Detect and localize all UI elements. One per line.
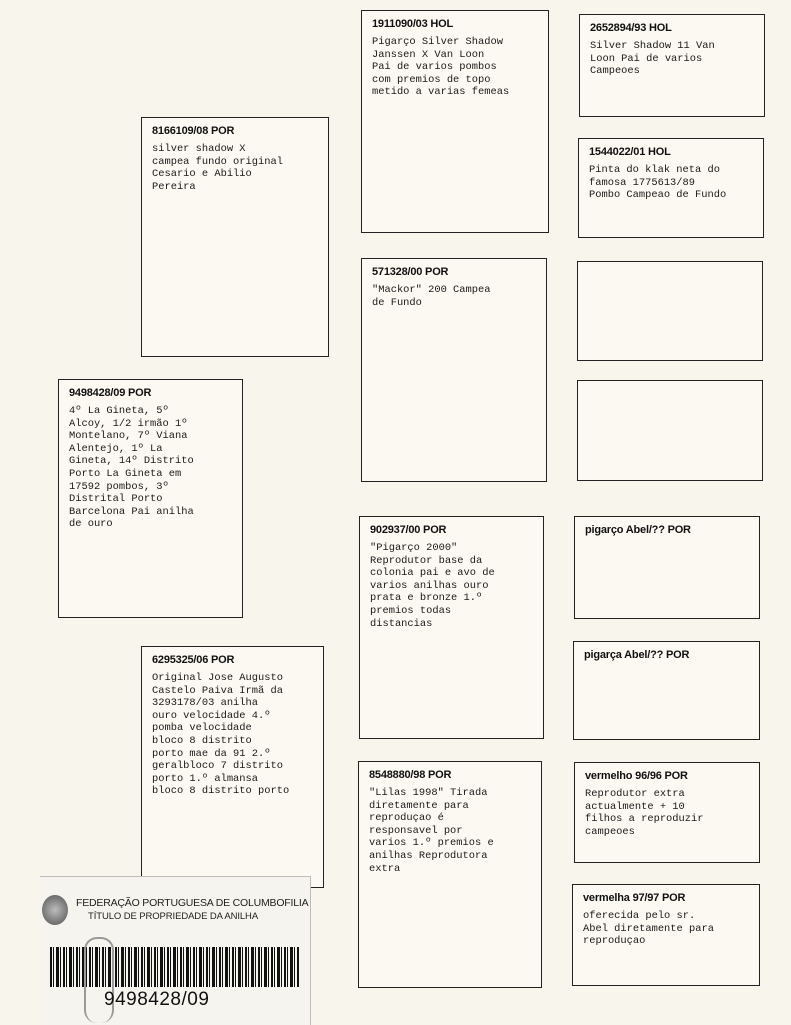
federation-seal-icon (42, 895, 68, 925)
ring-id: pigarça Abel/?? POR (584, 649, 690, 661)
pedigree-card-sire (361, 10, 549, 233)
ring-id: 571328/00 POR (372, 266, 449, 278)
pedigree-card-dam-of-father (361, 258, 547, 482)
ring-id: 2652894/93 HOL (590, 22, 672, 34)
pedigree-card-empty-2 (577, 380, 763, 481)
pedigree-card-father (141, 117, 329, 357)
pedigree-card-mother (141, 646, 324, 888)
certificate-title: TÍTULO DE PROPRIEDADE DA ANILHA (88, 911, 259, 922)
ring-id: vermelha 97/97 POR (583, 892, 686, 904)
card-description: "Mackor" 200 Campea de Fundo (372, 284, 491, 309)
pedigree-card-subject (58, 379, 243, 618)
ring-id: 1911090/03 HOL (372, 18, 453, 30)
pedigree-card-mother-dam (358, 761, 542, 988)
card-description: oferecida pelo sr. Abel diretamente para reproduçao (583, 910, 714, 948)
ring-id: 9498428/09 POR (69, 387, 152, 399)
ring-id: 8548880/98 POR (369, 769, 452, 781)
card-description: silver shadow X campea fundo original Cesario e Abilio Pereira (152, 143, 283, 193)
pedigree-card-mother-sire-dam (573, 641, 760, 740)
card-description: "Lilas 1998" Tirada diretamente para reproduçao é responsavel por varios 1.º premios e anilhas Reprodutora extra (369, 787, 494, 875)
pedigree-card-mother-dam-sire (574, 762, 760, 863)
card-description: "Pigarço 2000" Reprodutor base da colonia pai e avo de varios anilhas ouro prata e bronze 1.º premios todas distancias (370, 542, 495, 630)
ownership-certificate (40, 876, 311, 1025)
card-description: Original Jose Augusto Castelo Paiva Irmã da 3293178/03 anilha ouro velocidade 4.º pomba velocidade bloco 8 distrito porto mae da 91 2.º geralbloco 7 distrito porto 1.º almansa bloco 8 distrito porto (152, 672, 290, 798)
ring-id: pigarço Abel/?? POR (585, 524, 691, 536)
card-description: Silver Shadow 11 Van Loon Pai de varios Campeoes (590, 40, 715, 78)
ring-id: 1544022/01 HOL (589, 146, 671, 158)
card-description: Reprodutor extra actualmente + 10 filhos a reproduzir campeoes (585, 788, 704, 838)
pedigree-card-mother-sire-sire (574, 516, 760, 619)
pedigree-card-empty-1 (577, 261, 763, 361)
card-description: 4º La Gineta, 5º Alcoy, 1/2 irmão 1º Montelano, 7º Viana Alentejo, 1º La Gineta, 14º Distrito Porto La Gineta em 17592 pombos, 3º Distrital Porto Barcelona Pai anilha de ouro (69, 405, 194, 531)
ring-id: vermelho 96/96 POR (585, 770, 688, 782)
pedigree-card-mother-dam-dam (572, 884, 760, 986)
ring-id: 6295325/06 POR (152, 654, 235, 666)
card-description: Pinta do klak neta do famosa 1775613/89 Pombo Campeao de Fundo (589, 164, 727, 202)
pedigree-card-sire-dam (578, 138, 764, 238)
card-description: Pigarço Silver Shadow Janssen X Van Loon Pai de varios pombos com premios de topo metido a varias femeas (372, 36, 510, 99)
ring-id: 902937/00 POR (370, 524, 447, 536)
ring-number: 9498428/09 (104, 989, 210, 1010)
pedigree-card-sire-sire (579, 14, 765, 117)
pedigree-card-mother-sire (359, 516, 544, 739)
ring-id: 8166109/08 POR (152, 125, 235, 137)
federation-name: FEDERAÇÃO PORTUGUESA DE COLUMBOFILIA (76, 897, 309, 909)
